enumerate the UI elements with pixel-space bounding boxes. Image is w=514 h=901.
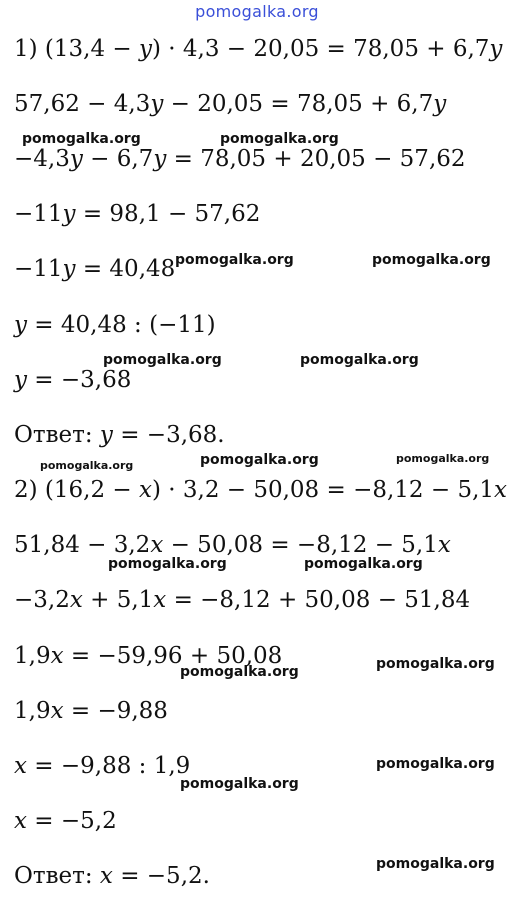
watermark: pomogalka.org	[396, 452, 490, 465]
equation-line: 𝑥 = −9,88 : 1,9	[14, 753, 191, 779]
equation-line: −11𝑦 = 98,1 − 57,62	[14, 201, 261, 227]
equation-line: 51,84 − 3,2𝑥 − 50,08 = −8,12 − 5,1𝑥	[14, 532, 451, 558]
watermark: pomogalka.org	[108, 556, 227, 572]
watermark: pomogalka.org	[376, 756, 495, 772]
equation-line: 𝑦 = −3,68	[14, 367, 132, 393]
equation-line: −4,3𝑦 − 6,7𝑦 = 78,05 + 20,05 − 57,62	[14, 146, 466, 172]
watermark: pomogalka.org	[300, 352, 419, 368]
equation-line: 1) (13,4 − 𝑦) · 4,3 − 20,05 = 78,05 + 6,7𝑦	[14, 36, 503, 62]
watermark: pomogalka.org	[304, 556, 423, 572]
watermark: pomogalka.org	[200, 452, 319, 468]
equation-line: 2) (16,2 − 𝑥) · 3,2 − 50,08 = −8,12 − 5,1𝑥	[14, 477, 508, 503]
watermark: pomogalka.org	[376, 656, 495, 672]
watermark: pomogalka.org	[103, 352, 222, 368]
equation-line: −3,2𝑥 + 5,1𝑥 = −8,12 + 50,08 − 51,84	[14, 587, 471, 613]
watermark: pomogalka.org	[376, 856, 495, 872]
equation-line: 57,62 − 4,3𝑦 − 20,05 = 78,05 + 6,7𝑦	[14, 91, 447, 117]
answer-line: Ответ: 𝑦 = −3,68.	[14, 422, 225, 448]
watermark: pomogalka.org	[22, 131, 141, 147]
answer-line: Ответ: 𝑥 = −5,2.	[14, 863, 210, 889]
watermark: pomogalka.org	[180, 776, 299, 792]
header-watermark: pomogalka.org	[195, 2, 319, 21]
watermark: pomogalka.org	[175, 252, 294, 268]
watermark: pomogalka.org	[220, 131, 339, 147]
watermark: pomogalka.org	[180, 664, 299, 680]
equation-line: −11𝑦 = 40,48	[14, 256, 176, 282]
watermark: pomogalka.org	[40, 459, 134, 472]
equation-line: 𝑥 = −5,2	[14, 808, 117, 834]
equation-line: 1,9𝑥 = −59,96 + 50,08	[14, 643, 283, 669]
equation-line: 𝑦 = 40,48 : (−11)	[14, 312, 216, 338]
watermark: pomogalka.org	[372, 252, 491, 268]
equation-line: 1,9𝑥 = −9,88	[14, 698, 168, 724]
